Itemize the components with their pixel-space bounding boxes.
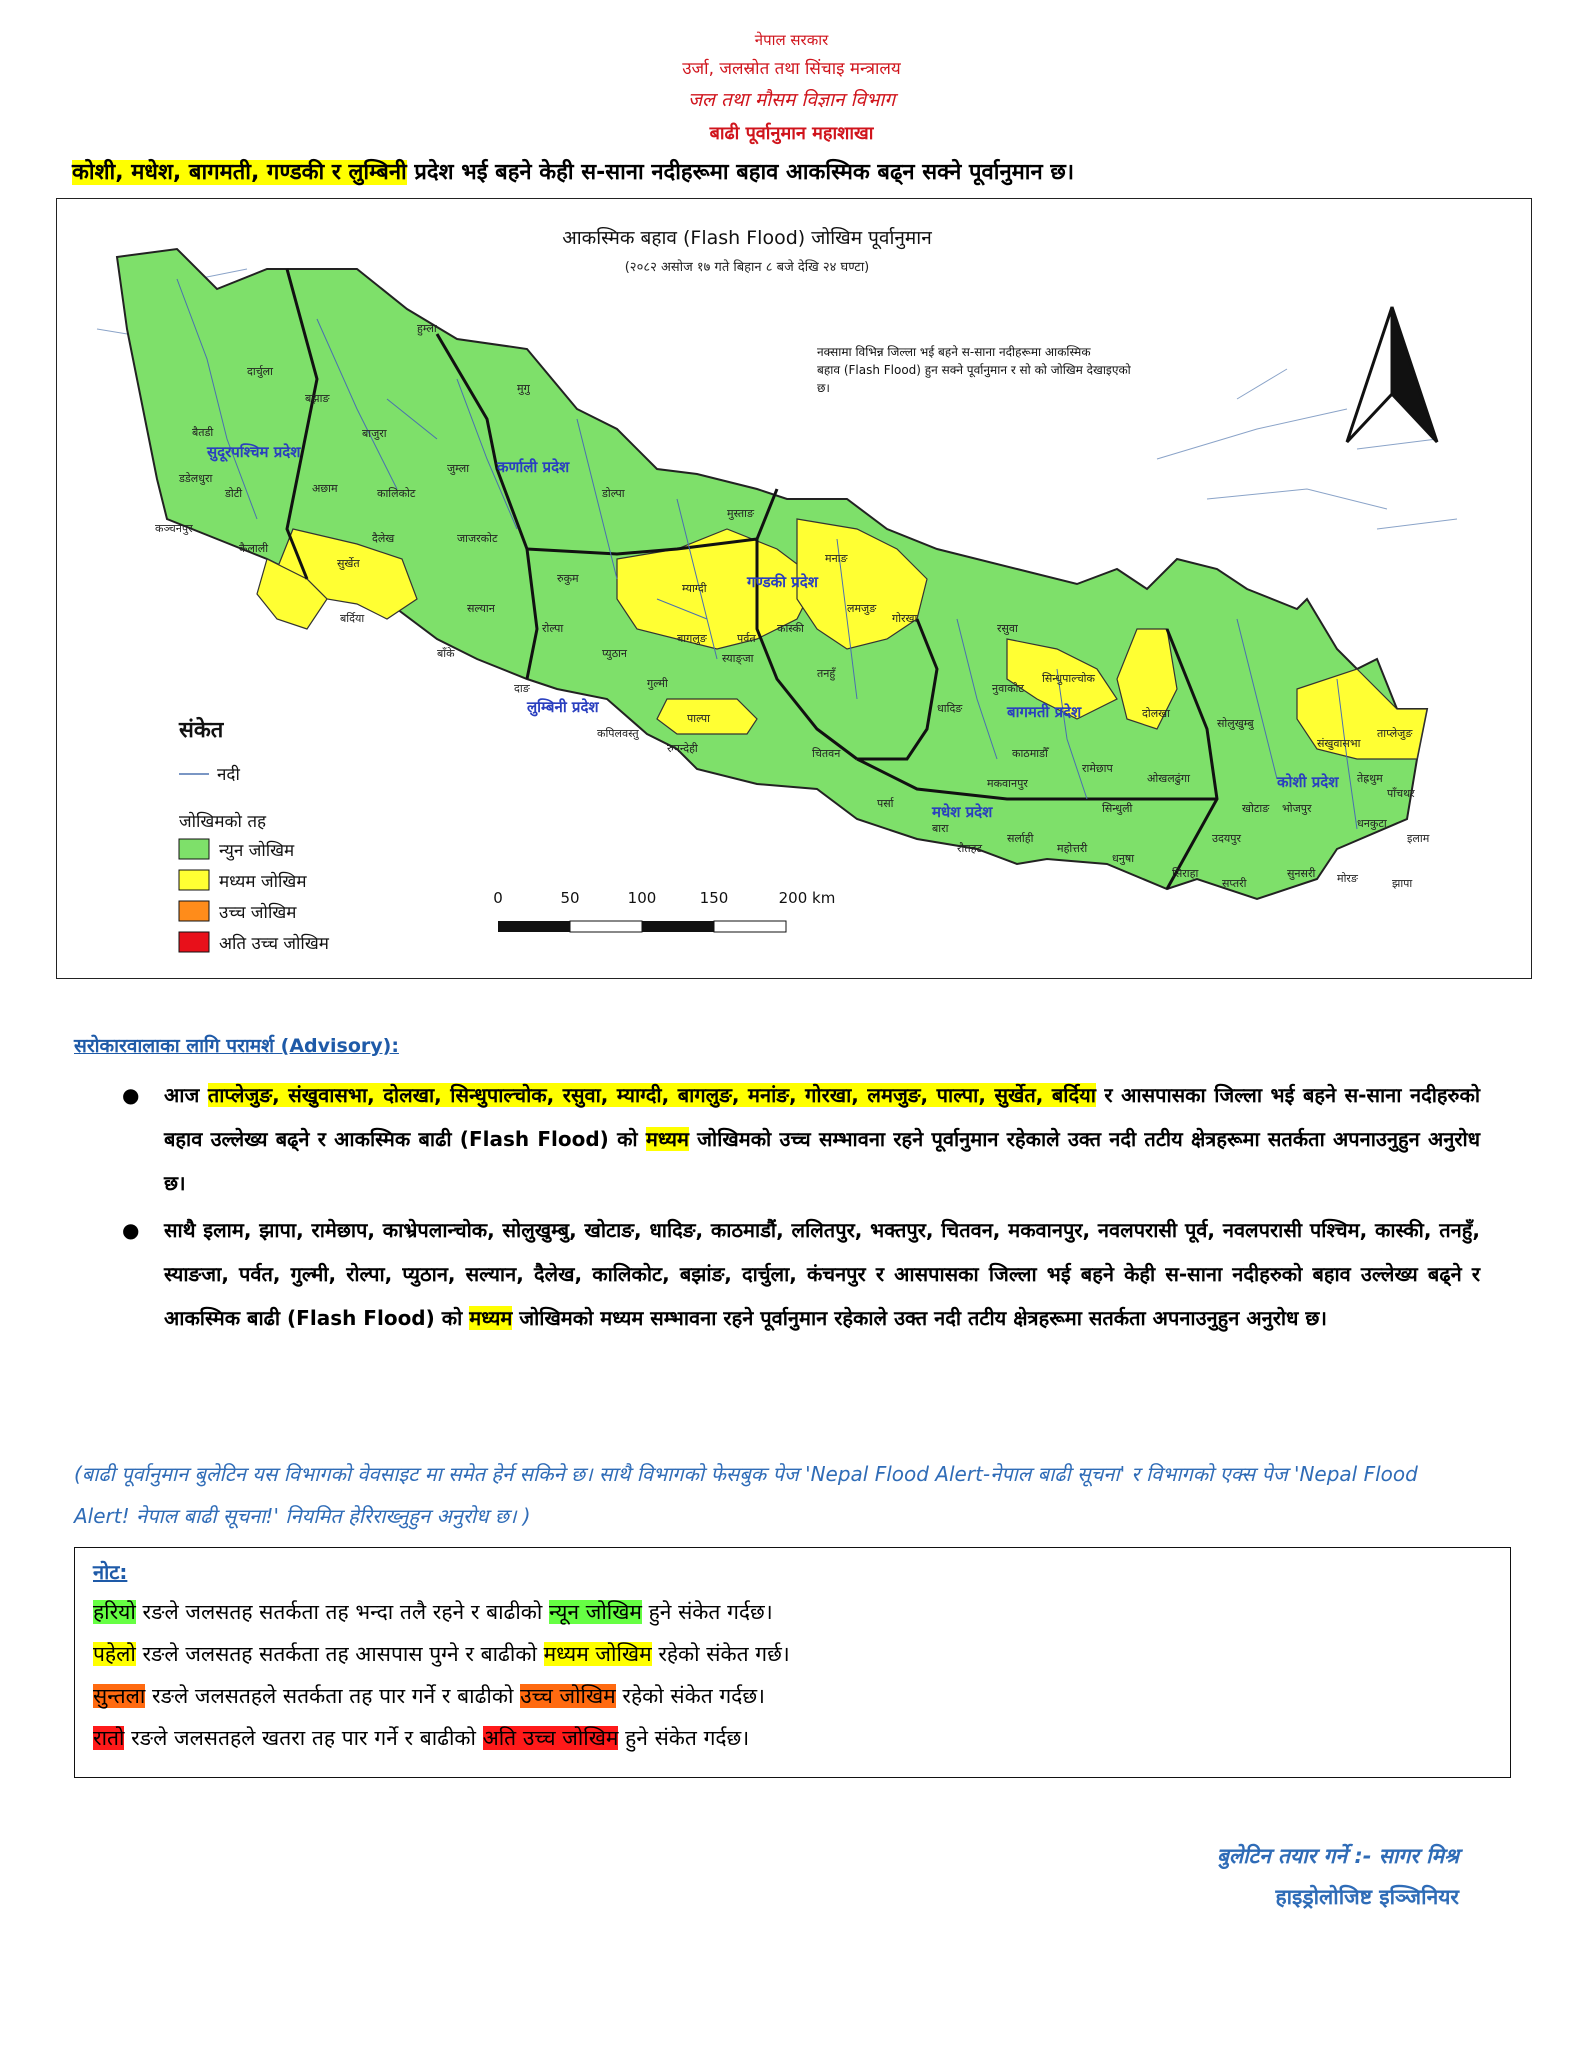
district-label: गुल्मी [647, 677, 668, 690]
district-label: जाजरकोट [457, 532, 498, 545]
district-label: संखुवासभा [1317, 737, 1361, 750]
district-label: भोजपुर [1282, 802, 1312, 815]
province-label: मधेश प्रदेश [932, 803, 993, 821]
district-label: जुम्ला [447, 462, 470, 475]
district-label: बर्दिया [340, 612, 365, 625]
header-ministry: उर्जा, जलस्रोत तथा सिंचाइ मन्त्रालय [682, 59, 901, 79]
district-label: काठमाडौँ [1012, 747, 1048, 760]
note-risk-label: मध्यम जोखिम [543, 1642, 652, 1666]
advisory-text: र आसपासका जिल्ला भई बहने स-साना नदीहरुको बहाव उल्लेख्य बढ्ने र आकस्मिक बाढी (Flash Flood) को [164, 1083, 1481, 1151]
district-label: ओखलढुंगा [1147, 772, 1190, 785]
district-label: धादिङ [937, 702, 963, 715]
note-line-yellow [93, 1640, 790, 1668]
province-label: गण्डकी प्रदेश [747, 573, 818, 591]
flash-flood-risk-map [56, 198, 1532, 979]
advisory-text: जोखिमको मध्यम सम्भावना रहने पूर्वानुमान रहेकाले उक्त नदी तटीय क्षेत्रहरूमा सतर्कता अपनाउनुहुन अनुरोध छ। [512, 1306, 1327, 1330]
district-label: कास्की [777, 622, 804, 635]
district-label: गोरखा [892, 612, 918, 625]
note-color-word: पहेलो [93, 1642, 136, 1666]
district-label: अछाम [312, 482, 338, 495]
headline [72, 156, 1074, 186]
district-label: झापा [1392, 877, 1413, 890]
district-label: बाँके [437, 647, 455, 660]
note-text: रहेको संकेत गर्छ। [651, 1642, 790, 1666]
note-title: नोट: [93, 1560, 128, 1584]
district-label: प्युठान [602, 647, 628, 660]
note-color-word: हरियो [93, 1600, 136, 1624]
district-label: बागलुङ [677, 632, 707, 645]
district-label: मोरङ [1337, 872, 1358, 885]
note-line-green [93, 1598, 773, 1626]
district-label: म्याग्दी [682, 582, 707, 595]
district-label: पर्वत [737, 632, 756, 645]
district-label: चितवन [812, 747, 841, 760]
legend-label-low: न्युन जोखिम [219, 841, 295, 861]
prepared-by-title: हाइड्रोलोजिष्ट इञ्जिनियर [1275, 1885, 1459, 1909]
district-label: खोटाङ [1242, 802, 1270, 815]
advisory-text: साथै इलाम, झापा, रामेछाप, काभ्रेपलान्चोक, सोलुखुम्बु, खोटाङ, धादिङ, काठमाडौं, ललितपुर, भक्तपुर, चितवन, मकवानपुर, नवलपरासी पूर्व, नवलपरासी पश्चिम, कास्की, तनहुँ, स्याङजा, पर्वत, गुल्मी, रोल्पा, प्युठान, सल्यान, दैलेख, कालिकोट, बझांङ, दार्चुला, कंचनपुर र आसपासका जिल्ला भई बहने केही स-साना नदीहरुको बहाव उल्लेख्य बढ्ने र आकस्मिक बाढी (Flash Flood) को [164, 1218, 1480, 1330]
district-label: रुपन्देही [667, 742, 698, 755]
province-label: लुम्बिनी प्रदेश [527, 698, 599, 716]
district-label: हुम्ला [417, 322, 437, 335]
district-label: स्याङ्जा [722, 652, 754, 665]
note-text: रङले जलसतहले खतरा तह पार गर्ने र बाढीको [124, 1726, 483, 1750]
district-label: दार्चुला [247, 365, 273, 378]
district-label: पाँचथर [1387, 787, 1415, 800]
district-label: मकवानपुर [987, 777, 1028, 790]
scale-tick-label: 150 [699, 889, 729, 907]
district-label: धनकुटा [1357, 817, 1387, 830]
province-label: सुदूरपश्चिम प्रदेश [207, 443, 301, 461]
district-label: रसुवा [997, 622, 1018, 635]
district-label: दोलखा [1142, 707, 1170, 720]
district-label: धनुषा [1112, 852, 1135, 865]
district-label: लमजुङ [847, 602, 877, 615]
district-label: रुकुम [557, 572, 579, 585]
legend-label-moderate: मध्यम जोखिम [219, 872, 307, 892]
legend-swatch-very-high [179, 932, 209, 952]
north-arrow-icon [1347, 307, 1437, 442]
advisory-bullet-1 [110, 1073, 1480, 1205]
legend-label-very-high: अति उच्च जोखिम [219, 934, 329, 954]
note-box [74, 1547, 1511, 1778]
district-label: इलाम [1407, 832, 1430, 845]
headline-provinces: कोशी, मधेश, बागमती, गण्डकी र लुम्बिनी [72, 160, 407, 185]
note-text: हुने संकेत गर्दछ। [641, 1600, 773, 1624]
district-label: सुनसरी [1287, 867, 1316, 880]
legend-title: संकेत [179, 718, 224, 743]
district-label: बाजुरा [362, 427, 387, 440]
district-label: डोटी [225, 487, 243, 500]
district-label: दैलेख [372, 532, 395, 545]
advisory-bullet-2 [110, 1208, 1480, 1340]
scale-bar [498, 921, 786, 932]
legend-risk-title: जोखिमको तह [179, 812, 267, 832]
district-label: मुगु [517, 382, 530, 395]
map-description-line: बहाव (Flash Flood) हुन सक्ने पूर्वानुमान र सो को जोखिम देखाइएको [817, 363, 1131, 377]
district-label: तेह्रथुम [1357, 772, 1383, 785]
scale-tick-label: 50 [560, 889, 580, 907]
header-government: नेपाल सरकार [754, 31, 829, 49]
map-description-line: नक्सामा विभिन्न जिल्ला भई बहने स-साना नदीहरूमा आकस्मिक [817, 345, 1091, 359]
bullet-icon: ● [122, 1218, 140, 1242]
district-label: नुवाकोट [992, 682, 1024, 695]
note-line-red [93, 1724, 749, 1752]
advisory-text: आज [164, 1083, 208, 1107]
advisory-risk-level: मध्यम [645, 1127, 689, 1151]
district-label: दाङ [514, 682, 530, 695]
district-label: सप्तरी [1222, 877, 1247, 890]
district-label: डडेलधुरा [179, 472, 213, 485]
bullet-icon: ● [122, 1083, 140, 1107]
district-label: मनाङ [825, 552, 848, 565]
note-color-word: सुन्तला [93, 1684, 146, 1708]
note-risk-label: उच्च जोखिम [520, 1684, 616, 1708]
note-text: रङले जलसतहले सतर्कता तह पार गर्ने र बाढीको [145, 1684, 521, 1708]
district-label: उदयपुर [1212, 832, 1241, 845]
district-label: सर्लाही [1007, 832, 1034, 845]
legend-swatch-high [179, 901, 209, 921]
note-risk-label: अति उच्च जोखिम [482, 1726, 619, 1750]
district-label: बझाङ [305, 392, 330, 405]
province-label: बागमती प्रदेश [1007, 703, 1082, 721]
advisory-heading: सरोकारवालाका लागि परामर्श (Advisory): [74, 1035, 399, 1057]
district-label: तनहुँ [817, 667, 836, 680]
headline-text: प्रदेश भई बहने केही स-साना नदीहरूमा बहाव आकस्मिक बढ्न सक्ने पूर्वानुमान छ। [406, 160, 1075, 185]
district-label: ताप्लेजुङ [1377, 727, 1413, 740]
legend-swatch-low [179, 839, 209, 859]
advisory-text: जोखिमको उच्च सम्भावना रहने पूर्वानुमान रहेकाले उक्त नदी तटीय क्षेत्रहरूमा सतर्कता अपनाउनुहुन अनुरोध छ। [164, 1127, 1481, 1195]
district-label: रौतहट [957, 842, 983, 855]
scale-tick-label: 100 [627, 889, 657, 907]
district-label: महोत्तरी [1057, 842, 1088, 855]
note-risk-label: न्यून जोखिम [549, 1600, 642, 1624]
district-label: सिराहा [1172, 867, 1199, 880]
legend-label-high: उच्च जोखिम [219, 903, 297, 923]
note-text: रहेको संकेत गर्दछ। [615, 1684, 765, 1708]
map-canvas [57, 199, 1530, 977]
note-text: हुने संकेत गर्दछ। [618, 1726, 750, 1750]
district-label: पर्सा [877, 797, 894, 810]
legend-swatch-moderate [179, 870, 209, 890]
note-color-word: रातो [93, 1726, 125, 1750]
province-label: कोशी प्रदेश [1277, 773, 1339, 791]
district-label: बैतडी [192, 426, 214, 439]
scale-tick-label: 0 [493, 889, 503, 907]
district-label: सुर्खेत [337, 557, 360, 570]
district-label: कालिकोट [377, 487, 416, 500]
map-title: आकस्मिक बहाव (Flash Flood) जोखिम पूर्वानुमान [562, 227, 932, 249]
district-label: बारा [932, 822, 949, 835]
province-label: कर्णाली प्रदेश [497, 458, 570, 476]
district-label: मुस्ताङ [727, 507, 754, 520]
district-label: पाल्पा [687, 712, 710, 725]
scale-tick-label: 200 km [778, 889, 836, 907]
note-line-orange [93, 1682, 765, 1710]
district-label: सोलुखुम्बु [1217, 717, 1254, 730]
note-text: रङले जलसतह सतर्कता तह आसपास पुग्ने र बाढीको [135, 1642, 544, 1666]
prepared-by: बुलेटिन तयार गर्ने :- सागर मिश्र [1216, 1844, 1459, 1868]
district-label: कञ्चनपुर [155, 522, 193, 535]
advisory-districts: ताप्लेजुङ, संखुवासभा, दोलखा, सिन्धुपाल्चोक, रसुवा, म्याग्दी, बागलुङ, मनांङ, गोरखा, लमजुङ, पाल्पा, सुर्खेत, बर्दिया [207, 1083, 1096, 1107]
note-text: रङले जलसतह सतर्कता तह भन्दा तलै रहने र बाढीको [135, 1600, 550, 1624]
header-division: बाढी पूर्वानुमान महाशाखा [709, 123, 874, 144]
header-department: जल तथा मौसम विज्ञान विभाग [687, 89, 896, 111]
district-label: कैलाली [239, 542, 269, 555]
district-label: सिन्धुपाल्चोक [1042, 672, 1095, 685]
advisory-risk-level: मध्यम [469, 1306, 513, 1330]
map-subtitle: (२०८२ असोज १७ गते बिहान ८ बजे देखि २४ घण्टा) [624, 260, 870, 275]
map-description-line: छ। [817, 381, 830, 395]
district-label: सिन्धुली [1102, 802, 1133, 815]
legend-river-label: नदी [217, 765, 240, 785]
district-label: डोल्पा [602, 487, 625, 500]
website-note: (बाढी पूर्वानुमान बुलेटिन यस विभागको वेवसाइट मा समेत हेर्न सकिने छ। साथै विभागको फेसबुक पेज 'Nepal Flood Alert-नेपाल बाढी सूचना' र विभागको एक्स पेज 'Nepal Flood Alert! नेपाल बाढी सूचना!' नियमित हेरिराख्नुहुन अनुरोध छ। ) [74, 1462, 1418, 1528]
district-label: रोल्पा [542, 622, 564, 635]
district-label: सल्यान [467, 602, 495, 615]
district-label: रामेछाप [1082, 762, 1113, 775]
district-label: कपिलवस्तु [597, 727, 639, 740]
